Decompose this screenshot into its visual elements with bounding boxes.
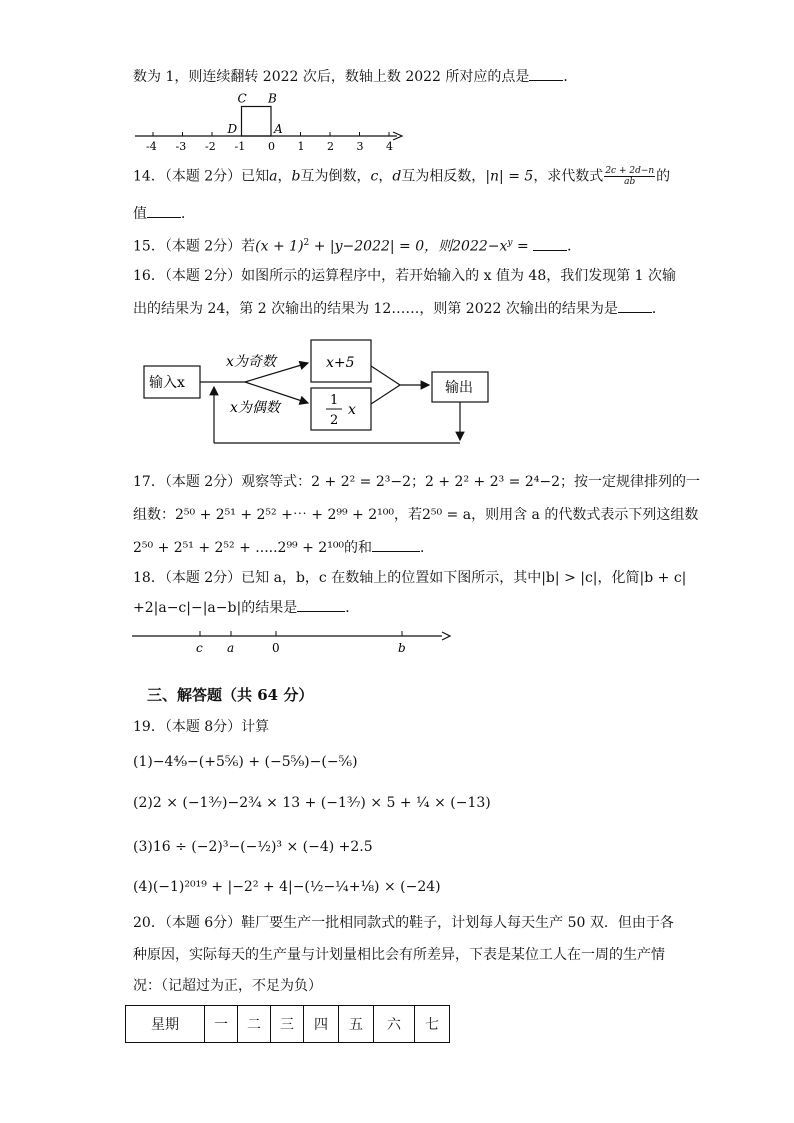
axis-tick-label: 0: [268, 140, 275, 153]
flow-even-label: x为偶数: [230, 400, 280, 416]
q14-line2: 值 ．: [133, 203, 195, 224]
q19-part3: (3)16 ÷ (−2)³−(−½)³ × (−4) +2.5: [133, 839, 373, 855]
table-cell: 七: [415, 1006, 450, 1043]
q14-answer-blank[interactable]: [147, 203, 181, 218]
q19-part1: (1)−4⁴⁄₉−(+5⁵⁄₆) + (−5⁵⁄₉)−(−⁵⁄₆): [133, 754, 358, 770]
q17-line2: 组数：2⁵⁰ + 2⁵¹ + 2⁵² +⋯ + 2⁹⁹ + 2¹⁰⁰，若2⁵⁰ = a，则用含 a 的代数式表示下列这组数: [133, 507, 699, 523]
q13-answer-blank[interactable]: [529, 66, 563, 81]
q18-number-line: [130, 626, 450, 656]
axis-tick-label: 4: [386, 140, 393, 153]
flow-input-label: 输入x: [149, 375, 185, 391]
table-cell: 五: [339, 1006, 374, 1043]
axis-tick-label: -2: [205, 140, 216, 153]
q17-line3: 2⁵⁰ + 2⁵¹ + 2⁵² + .....2⁹⁹ + 2¹⁰⁰的和 ．: [133, 537, 434, 558]
flow-even-var: x: [348, 402, 356, 418]
q16-line2: 出的结果为 24，第 2 次输出的结果为 12……，则第 2022 次输出的结果为是 ．: [133, 298, 666, 319]
table-cell: 三: [271, 1006, 304, 1043]
q19-part4: (4)(−1)²⁰¹⁹ + |−2² + 4|−(½−¼+⅛) × (−24): [133, 879, 441, 895]
table-cell: 二: [238, 1006, 271, 1043]
flow-odd-op: x+5: [326, 355, 355, 371]
q19-part2: (2)2 × (−1³⁄₇)−2³⁄₄ × 13 + (−1³⁄₇) × 5 + ¹⁄₄ × (−13): [133, 795, 491, 811]
flow-output-label: 输出: [445, 380, 473, 396]
q18-answer-blank[interactable]: [297, 597, 345, 612]
q18-label-a: a: [227, 641, 235, 655]
table-cell: 一: [205, 1006, 238, 1043]
table-cell: 六: [374, 1006, 415, 1043]
axis-tick-label: 2: [327, 140, 334, 153]
q13-tail: 数为 1，则连续翻转 2022 次后，数轴上数 2022 所对应的点是 ．: [133, 66, 577, 87]
q15-answer-blank[interactable]: [533, 236, 567, 251]
axis-tick-label: 3: [356, 140, 364, 153]
axis-tick-label: -3: [175, 140, 187, 153]
table-header-cell: 星期: [126, 1006, 205, 1043]
axis-tick-label: -1: [234, 140, 246, 153]
square-vertex-label: D: [227, 122, 238, 136]
section-title: 三、解答题（共 64 分）: [147, 686, 314, 704]
q18-line2: +2|a−c|−|a−b|的结果是 ．: [133, 597, 359, 618]
q20-line2: 种原因，实际每天的生产量与计划量相比会有所差异，下表是某位工人在一周的生产情: [133, 947, 665, 963]
q16-answer-blank[interactable]: [618, 298, 652, 313]
square-vertex-label: B: [268, 91, 277, 106]
flow-even-den: 2: [330, 413, 339, 428]
flow-even-num: 1: [330, 393, 339, 408]
table-row: [126, 1006, 450, 1043]
q14-line1: 14．（本题 2分）已知a，b互为倒数，c，d互为相反数，|n| = 5，求代数式 $\frac{2c + 2d-n}{ab}$ 的: [133, 166, 671, 187]
square-cbda: [242, 107, 272, 137]
q18-label-c: c: [196, 641, 203, 655]
q18-line1: 18．（本题 2分）已知 a，b，c 在数轴上的位置如下图所示，其中|b| > |c|，化简|b + c|: [133, 570, 687, 586]
axis-tick-label: 1: [297, 140, 305, 153]
q17-line1: 17．（本题 2分）观察等式：2 + 2² = 2³−2；2 + 2² + 2³ = 2⁴−2；按一定规律排列的一: [133, 474, 701, 490]
q20-line3: 况：（记超过为正，不足为负）: [133, 978, 322, 994]
square-vertex-label: C: [237, 91, 247, 106]
q13-number-line: [125, 88, 415, 158]
q14-fraction: $\frac{2c + 2d-n}{ab}$: [605, 166, 655, 187]
q18-label-0: 0: [272, 641, 280, 655]
q17-answer-blank[interactable]: [372, 537, 420, 552]
flow-odd-label: x为奇数: [226, 354, 276, 370]
table-cell: 四: [304, 1006, 339, 1043]
q18-label-b: b: [398, 641, 406, 655]
axis-tick-label: -4: [146, 140, 157, 153]
q20-line1: 20．（本题 6分）鞋厂要生产一批相同款式的鞋子，计划每人每天生产 50 双．但由于各: [133, 915, 674, 931]
production-table: [125, 1005, 450, 1043]
q15-line: 15．（本题 2分）若$(x + 1)^2 + |y-2022| = 0$，则$2022-x^y$ = ．: [133, 233, 581, 257]
q19-title: 19．（本题 8分）计算: [133, 719, 270, 735]
q16-flowchart: [130, 330, 510, 455]
square-vertex-label: A: [274, 122, 283, 136]
q16-line1: 16．（本题 2分）如图所示的运算程序中，若开始输入的 x 值为 48，我们发现第 1 次输: [133, 268, 677, 284]
